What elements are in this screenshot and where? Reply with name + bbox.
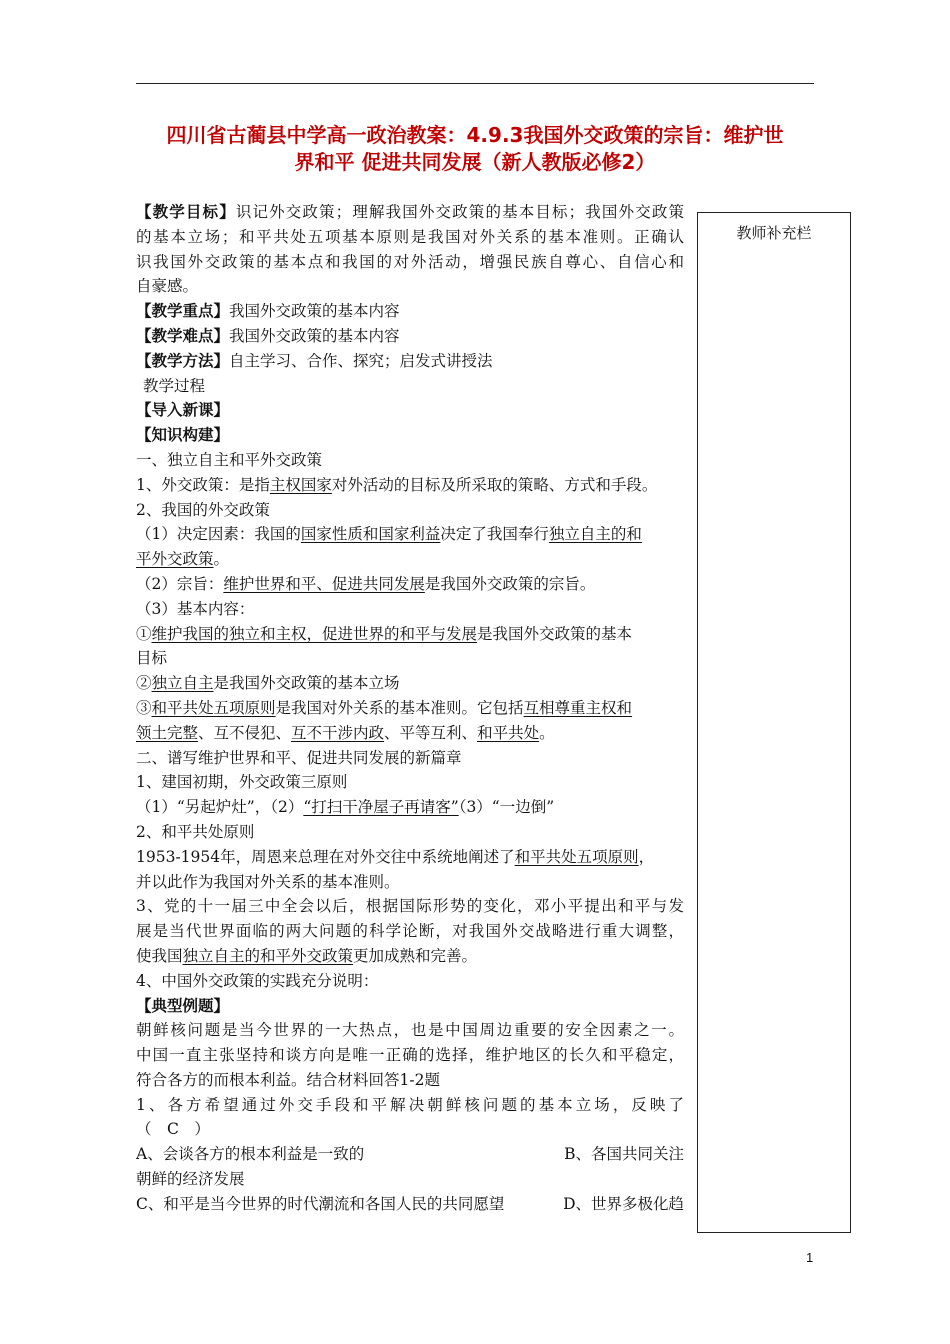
subheading: 1、建国初期，外交政策三原则 <box>136 773 348 792</box>
question-1-answer: （ C ） <box>136 1120 210 1139</box>
underlined-term: 互不干涉内政 <box>291 723 385 742</box>
principles-line <box>136 795 684 820</box>
build-heading: 【知识构建】 <box>136 425 230 445</box>
text-segment: 是我国外交政策的基本 <box>477 624 633 643</box>
content-heading: （3）基本内容： <box>136 599 255 618</box>
text-segment: （1）决定因素：我国的 <box>136 525 301 544</box>
text-segment: （1）“另起炉灶”，（2） <box>136 798 304 817</box>
purpose-line <box>136 572 684 597</box>
difficulty-text: 我国外交政策的基本内容 <box>229 326 400 345</box>
key-point-label: 【教学重点】 <box>136 301 230 321</box>
reform-line: 3、党的十一届三中全会以后，根据国际形势的变化，邓小平提出和平与发 <box>136 897 684 916</box>
content-item-3-cont <box>136 721 684 746</box>
text-segment: 是我国外交政策的基本立场 <box>213 674 400 693</box>
factor-line <box>136 522 684 547</box>
question-1: 1、各方希望通过外交手段和平解决朝鲜核问题的基本立场，反映了 <box>136 1095 684 1114</box>
text-segment: （3）“一边倒” <box>458 798 555 817</box>
teacher-notes-column <box>697 212 851 1233</box>
objectives-text: 识记外交政策；理解我国外交政策的基本目标；我国外交政策 <box>235 203 684 221</box>
options-row <box>136 1192 684 1217</box>
option-b: B、各国共同关注 <box>564 1145 684 1164</box>
subheading: 2、和平共处原则 <box>136 822 255 841</box>
objectives-line: 自豪感。 <box>136 277 199 296</box>
item-marker: ③ <box>136 698 152 717</box>
underlined-term: 领土完整 <box>136 723 199 742</box>
item-marker: ① <box>136 624 152 643</box>
underlined-term: 国家性质和国家利益 <box>300 525 441 544</box>
text-segment: 、平等互利、 <box>384 723 478 742</box>
underlined-term: 维护我国的独立和主权，促进世界的和平与发展 <box>151 624 478 643</box>
factor-line <box>136 547 684 572</box>
underlined-term: 平外交政策 <box>136 550 214 569</box>
text-segment: 。 <box>539 723 555 742</box>
definition-line <box>136 473 684 498</box>
example-heading: 【典型例题】 <box>136 995 230 1015</box>
underlined-term: 和平共处 <box>477 723 540 742</box>
process-heading: 教学过程 <box>143 376 206 395</box>
underlined-term: 互相尊重主权和 <box>523 698 633 717</box>
intro-heading: 【导入新课】 <box>136 400 230 420</box>
example-material-line: 中国一直主张坚持和谈方向是唯一正确的选择，维护地区的长久和平稳定， <box>136 1046 684 1065</box>
underlined-term: 独立自主的和平外交政策 <box>182 946 354 965</box>
content-item-2 <box>136 671 684 696</box>
underlined-term: 独立自主的和 <box>548 525 642 544</box>
option-b-cont: 朝鲜的经济发展 <box>136 1170 245 1189</box>
text-segment: 1、外交政策：是指 <box>136 475 270 494</box>
history-line-cont: 并以此作为我国对外关系的基本准则。 <box>136 872 400 891</box>
underlined-term: 主权国家 <box>269 475 332 494</box>
objectives-line: 识我国外交政策的基本点和我国的对外活动，增强民族自尊心、自信心和 <box>136 252 684 271</box>
text-segment: 对外活动的目标及所采取的策略、方式和手段。 <box>331 475 658 494</box>
title-line-2: 界和平 促进共同发展（新人教版必修2） <box>294 150 656 174</box>
underlined-term: “打扫干净屋子再请客” <box>303 798 459 817</box>
text-segment: 是我国对外关系的基本准则。它包括 <box>275 698 524 717</box>
key-point-text: 我国外交政策的基本内容 <box>229 302 400 321</box>
lesson-content <box>136 200 684 1217</box>
difficulty-line <box>136 324 684 349</box>
section-1-heading: 一、独立自主和平外交政策 <box>136 450 323 469</box>
text-segment: 是我国外交政策的宗旨。 <box>424 574 596 593</box>
content-item-1 <box>136 622 684 647</box>
underlined-term: 和平共处五项原则 <box>514 847 639 866</box>
option-a: A、会谈各方的根本利益是一致的 <box>136 1145 365 1164</box>
text-segment: （2）宗旨： <box>136 574 224 593</box>
method-label: 【教学方法】 <box>136 350 230 370</box>
objectives-line: 的基本立场；和平共处五项基本原则是我国对外关系的基本准则。正确认 <box>136 227 684 246</box>
title-line-1: 四川省古蔺县中学高一政治教案：4.9.3我国外交政策的宗旨：维护世 <box>166 123 784 147</box>
options-row <box>136 1142 684 1167</box>
example-material-line: 符合各方的而根本利益。结合材料回答1-2题 <box>136 1070 440 1089</box>
option-c: C、和平是当今世界的时代潮流和各国人民的共同愿望 <box>136 1194 505 1213</box>
text-segment: 使我国 <box>136 946 183 965</box>
text-segment: 、互不侵犯、 <box>198 723 292 742</box>
difficulty-label: 【教学难点】 <box>136 325 230 345</box>
reform-line: 展是当代世界面临的两大问题的科学论断，对我国外交战略进行重大调整， <box>136 922 684 941</box>
underlined-term: 独立自主 <box>151 674 214 693</box>
history-line <box>136 845 684 870</box>
text-segment: 决定了我国奉行 <box>440 525 549 544</box>
example-material-line: 朝鲜核问题是当今世界的一大热点，也是中国周边重要的安全因素之一。 <box>136 1021 684 1040</box>
text-segment: ， <box>638 847 655 866</box>
subheading: 2、我国的外交政策 <box>136 500 270 519</box>
text-segment: 更加成熟和完善。 <box>353 946 478 965</box>
content-item-3 <box>136 696 684 721</box>
teacher-notes-label: 教师补充栏 <box>736 224 812 242</box>
header-rule <box>136 83 814 84</box>
key-point-line <box>136 299 684 324</box>
content-item-1-cont: 目标 <box>136 649 168 668</box>
document-title <box>128 122 822 176</box>
method-text: 自主学习、合作、探究；启发式讲授法 <box>229 351 493 370</box>
reform-line <box>136 944 684 969</box>
method-line <box>136 349 684 374</box>
text-segment: 1953-1954年，周恩来总理在对外交往中系统地阐述了 <box>136 847 515 866</box>
item-marker: ② <box>136 674 152 693</box>
underlined-term: 维护世界和平、促进共同发展 <box>223 574 425 593</box>
objectives-line <box>136 200 684 225</box>
objectives-label: 【教学目标】 <box>136 202 236 221</box>
text-segment: 。 <box>213 550 230 569</box>
option-d: D、世界多极化趋 <box>563 1194 684 1213</box>
underlined-term: 和平共处五项原则 <box>151 698 276 717</box>
page-number: 1 <box>806 1250 814 1265</box>
section-2-heading: 二、谱写维护世界和平、促进共同发展的新篇章 <box>136 748 462 767</box>
practice-line: 4、中国外交政策的实践充分说明： <box>136 971 379 990</box>
